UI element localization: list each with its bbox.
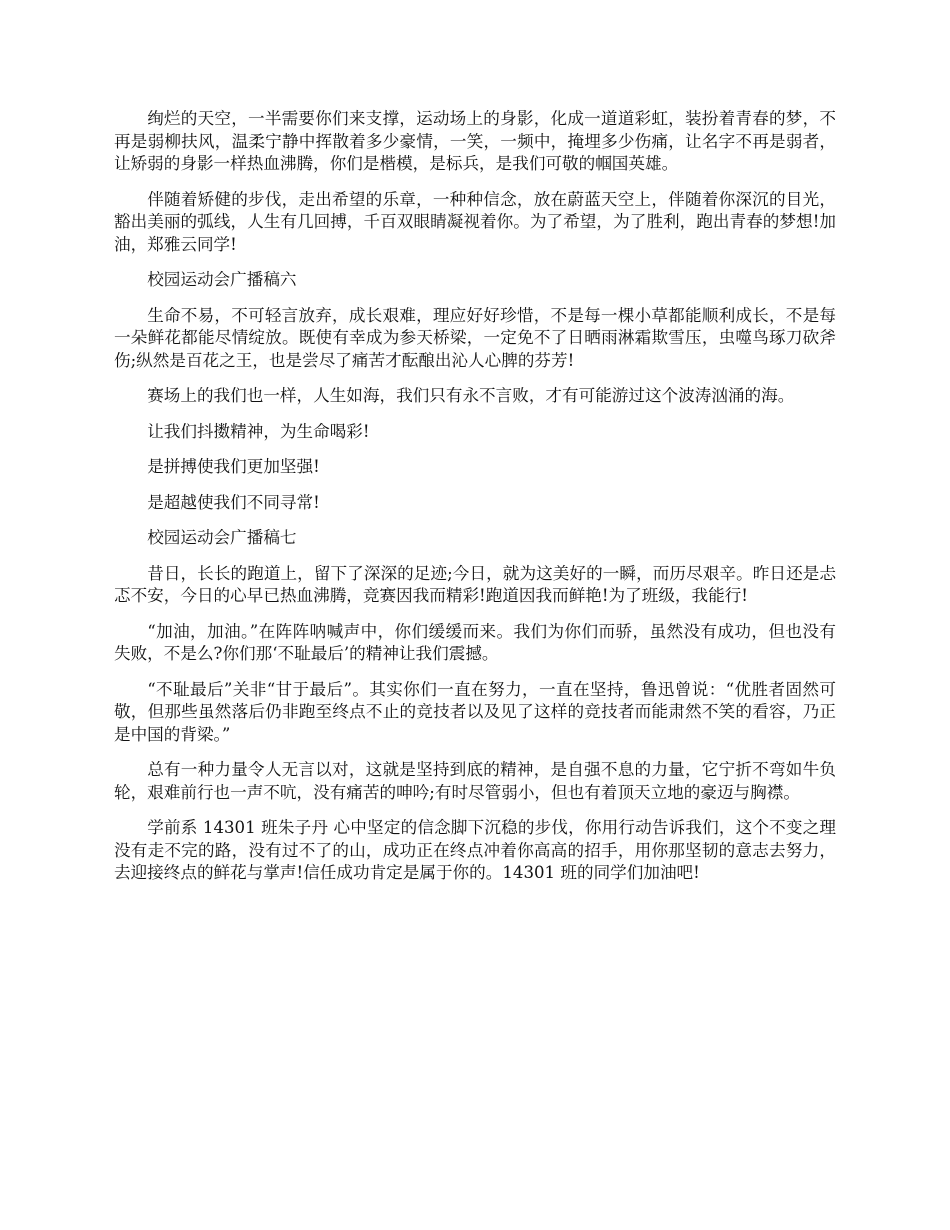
paragraph: 让我们抖擞精神，为生命喝彩!: [147, 421, 370, 441]
paragraph: 是超越使我们不同寻常!: [147, 492, 320, 512]
paragraph: 绚烂的天空，一半需要你们来支撑，运动场上的身影，化成一道道彩虹，装扮着青春的梦，不再是弱柳扶风，温柔宁静中挥散着多少豪情，一笑，一频中，掩埋多少伤痛，让名字不再是弱者，让矫弱的身影一样热血沸腾，你们是楷模，是标兵，是我们可敬的帼国英雄。: [114, 109, 836, 173]
section-heading: 校园运动会广播稿七: [147, 528, 297, 547]
document-body: [114, 108, 836, 898]
paragraph: 学前系 14301 班朱子丹 心中坚定的信念脚下沉稳的步伐，你用行动告诉我们，这个不变之理没有走不完的路，没有过不了的山，成功正在终点冲着你高高的招手，用你那坚韧的意志去努力，去迎接终点的鲜花与掌声!信任成功肯定是属于你的。14301 班的同学们加油吧!: [114, 818, 836, 882]
section-heading: 校园运动会广播稿六: [147, 270, 297, 289]
paragraph: “不耻最后”关非“甘于最后”。其实你们一直在努力，一直在坚持，鲁迅曾说：“优胜者固然可敬，但那些虽然落后仍非跑至终点不止的竞技者以及见了这样的竞技者而能肃然不笑的看容，乃正是中国的背梁。”: [114, 679, 836, 744]
paragraph: 总有一种力量令人无言以对，这就是坚持到底的精神，是自强不息的力量，它宁折不弯如牛负轮，艰难前行也一声不吭，没有痛苦的呻吟;有时尽管弱小，但也有着顶天立地的豪迈与胸襟。: [114, 760, 836, 802]
paragraph: 是拼搏使我们更加坚强!: [147, 457, 320, 476]
paragraph: 伴随着矫健的步伐，走出希望的乐章，一种种信念，放在蔚蓝天空上，伴随着你深沉的目光，豁出美丽的弧线，人生有几回搏，千百双眼睛凝视着你。为了希望，为了胜利，跑出青春的梦想!加油，郑雅云同学!: [114, 189, 836, 254]
paragraph: 赛场上的我们也一样，人生如海，我们只有永不言败，才有可能游过这个波涛汹涌的海。: [147, 386, 795, 405]
paragraph: “加油，加油。”在阵阵呐喊声中，你们缓缓而来。我们为你们而骄，虽然没有成功，但也没有失败，不是么?你们那‘不耻最后’的精神让我们震撼。: [114, 621, 836, 663]
paragraph: 昔日，长长的跑道上，留下了深深的足迹;今日，就为这美好的一瞬，而历尽艰辛。昨日还是忐忑不安，今日的心早已热血沸腾，竞赛因我而精彩!跑道因我而鲜艳!为了班级，我能行!: [114, 563, 836, 605]
paragraph: 生命不易，不可轻言放弃，成长艰难，理应好好珍惜，不是每一棵小草都能顺利成长，不是每一朵鲜花都能尽情绽放。既使有幸成为参天桥梁，一定免不了日晒雨淋霜欺雪压，虫噬鸟琢刀砍斧伤;纵然是百花之王，也是尝尽了痛苦才酝酿出沁人心脾的芬芳!: [114, 305, 836, 370]
